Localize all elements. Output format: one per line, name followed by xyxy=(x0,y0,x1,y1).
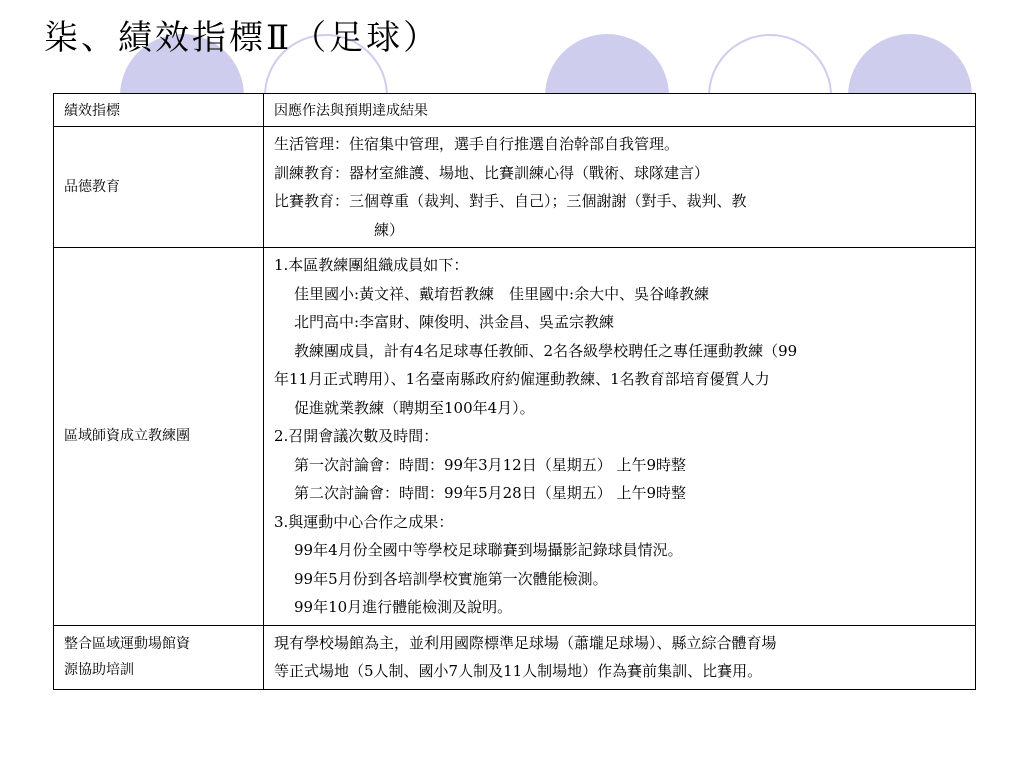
table-row xyxy=(54,127,976,248)
table-header-row xyxy=(54,94,976,127)
approach-cell xyxy=(264,625,976,689)
approach-cell xyxy=(264,127,976,248)
table-row xyxy=(54,625,976,689)
text-line: 北門高中:李富財、陳俊明、洪金昌、吳孟宗教練 xyxy=(294,313,615,331)
text-line: 第一次討論會：時間：99年3月12日（星期五） 上午9時整 xyxy=(294,455,687,474)
indicator-cell: 區域師資成立教練團 xyxy=(54,248,264,626)
table-row xyxy=(54,248,976,626)
indicator-cell xyxy=(54,625,264,689)
text-line: 99年10月進行體能檢測及說明。 xyxy=(294,598,513,616)
slide-title: 柒、績效指標Ⅱ（足球） xyxy=(44,18,441,58)
text-line: 第二次討論會：時間：99年5月28日（星期五） 上午9時整 xyxy=(294,484,687,502)
indicator-line: 整合區域運動場館資 xyxy=(64,636,190,652)
text-line: 年11月正式聘用）、1名臺南縣政府約僱運動教練、1名教育部培育優質人力 xyxy=(274,370,770,388)
text-line: 99年5月份到各培訓學校實施第一次體能檢測。 xyxy=(294,569,608,588)
text-line: 3.與運動中心合作之成果： xyxy=(274,512,454,531)
text-line: 佳里國小:黃文祥、戴堉哲教練 佳里國中:余大中、吳谷峰教練 xyxy=(294,284,710,303)
text-line: 等正式場地（5人制、國小7人制及11人制場地）作為賽前集訓、比賽用。 xyxy=(274,662,763,680)
text-line: 練） xyxy=(374,220,405,239)
text-line: 教練團成員，計有4名足球專任教師、2名各級學校聘任之專任運動教練（99 xyxy=(294,341,798,360)
text-line: 1.本區教練團組織成員如下： xyxy=(274,256,469,274)
text-line: 促進就業教練（聘期至100年4月）。 xyxy=(294,398,535,417)
header-indicator: 績效指標 xyxy=(54,94,264,127)
indicator-cell: 品德教育 xyxy=(54,127,264,248)
text-line: 生活管理：住宿集中管理，選手自行推選自治幹部自我管理。 xyxy=(274,135,680,153)
text-line: 比賽教育：三個尊重（裁判、對手、自己）；三個謝謝（對手、裁判、教 xyxy=(274,192,747,210)
text-line: 現有學校場館為主，並利用國際標準足球場（蕭壠足球場）、縣立綜合體育場 xyxy=(274,633,777,652)
text-line: 2.召開會議次數及時間： xyxy=(274,427,439,445)
text-line: 訓練教育：器材室維護、場地、比賽訓練心得（戰術、球隊建言） xyxy=(274,163,710,182)
approach-cell xyxy=(264,248,976,626)
text-line: 99年4月份全國中等學校足球聯賽到場攝影記錄球員情況。 xyxy=(294,541,683,559)
header-approach: 因應作法與預期達成結果 xyxy=(264,94,976,127)
performance-indicator-table xyxy=(53,93,976,690)
indicator-line: 源協助培訓 xyxy=(64,662,134,678)
